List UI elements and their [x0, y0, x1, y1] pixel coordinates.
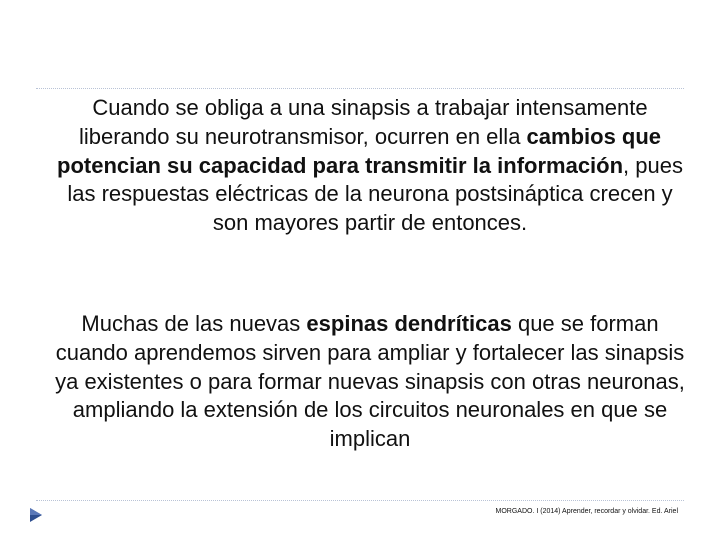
bottom-divider — [36, 500, 684, 501]
paragraph2-bold-text: espinas dendríticas — [306, 311, 512, 336]
paragraph1-bold-text: cambios que potencian su capacidad para transmitir la información — [57, 123, 662, 178]
paragraph-synaptic-potentiation — [54, 94, 686, 238]
citation-text: MORGADO. I (2014) Aprender, recordar y olvidar. Ed. Ariel — [495, 508, 678, 515]
paragraph1-text: Cuando se obliga a una sinapsis a trabajar intensamente liberando su neurotransmisor, ocurren en ella — [78, 95, 648, 149]
triangle-arrow-icon — [28, 507, 44, 523]
paragraph1-text-end: , pues las respuestas eléctricas de la neurona postsináptica crecen y son mayores partir de entonces. — [67, 152, 683, 236]
paragraph-dendritic-spines — [54, 310, 686, 454]
top-divider — [36, 88, 684, 89]
paragraph2-text-end: que se forman cuando aprendemos sirven para ampliar y fortalecer las sinapsis ya existentes o para formar nuevas sinapsis con otras neuronas, ampliando la extensión de los circuitos neuronales en que se implican — [55, 311, 685, 452]
paragraph2-text: Muchas de las nuevas — [81, 311, 307, 336]
